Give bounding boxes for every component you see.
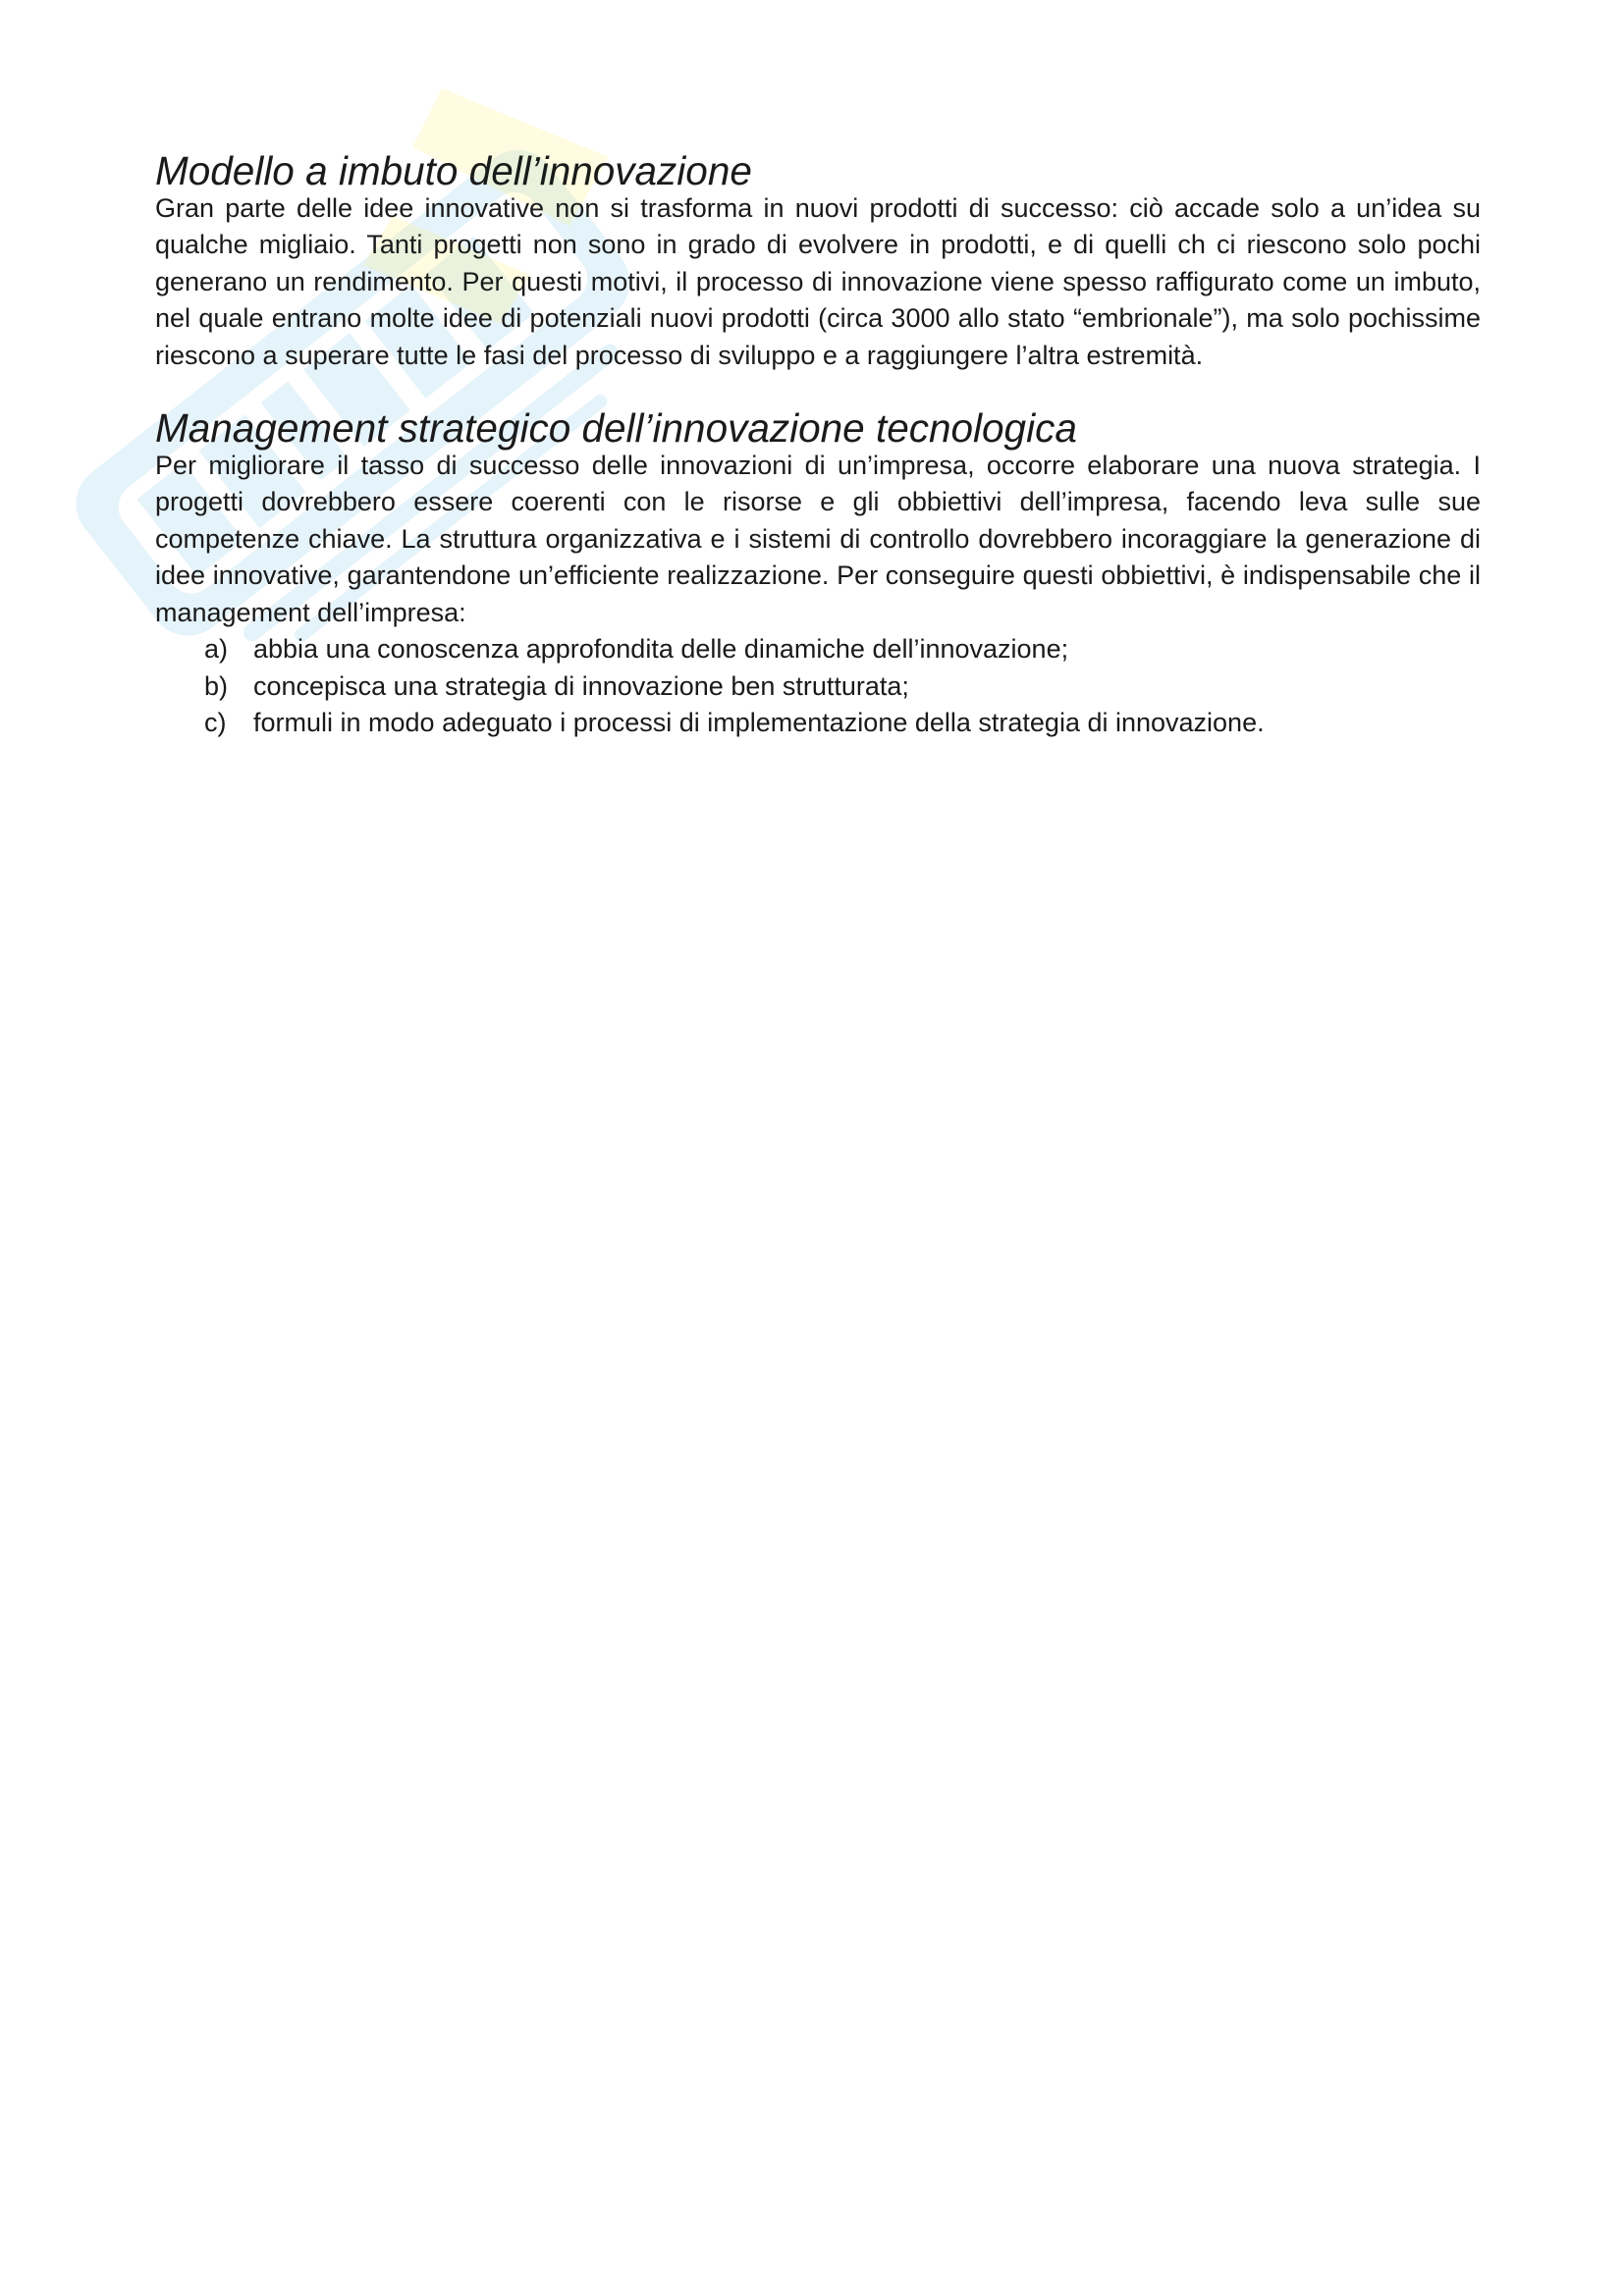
list-marker: b) [204,670,229,701]
section-title: Management strategico dell’innovazione tecnologica [155,405,1077,451]
section-paragraph: Gran parte delle idee innovative non si trasforma in nuovi prodotti di successo: ciò accade solo a un’idea su qualche migliaio. Tanti progetti non sono in grado di evolvere in prodotti, e di quelli ch ci riescono solo pochi generano un rendimento. Per questi motivi, il processo di innovazione viene spesso raffigurato come un imbuto, nel quale entrano molte idee di potenziali nuovi prodotti (circa 3000 allo stato “embrionale”), ma solo pochissime riescono a superare tutte le fasi del processo di sviluppo e a raggiungere l’altra estremità. [155,192,1481,370]
list-item [155,705,1481,742]
list-item [155,668,1481,706]
section-paragraph: Per migliorare il tasso di successo delle innovazioni di un’impresa, occorre elaborare una nuova strategia. I progetti dovrebbero essere coerenti con le risorse e gli obbiettivi dell’impresa, facendo leva sulle sue competenze chiave. La struttura organizzativa e i sistemi di controllo dovrebbero incoraggiare la generazione di idee innovative, garantendone un’efficiente realizzazione. Per conseguire questi obbiettivi, è indispensabile che il management dell’impresa: [155,450,1481,627]
list-marker: c) [204,708,227,737]
list-marker: a) [204,634,229,664]
list-text: formuli in modo adeguato i processi di implementazione della strategia di innovazione. [253,708,1265,737]
list-text: abbia una conoscenza approfondita delle dinamiche dell’innovazione; [253,634,1069,664]
section-funnel-model [155,148,1481,374]
list-text: concepisca una strategia di innovazione ben strutturata; [253,670,909,701]
section-title: Modello a imbuto dell’innovazione [155,148,752,193]
requirements-list [155,631,1481,742]
list-item [155,631,1481,668]
document-body [155,148,1481,742]
section-strategic-management [155,405,1481,742]
